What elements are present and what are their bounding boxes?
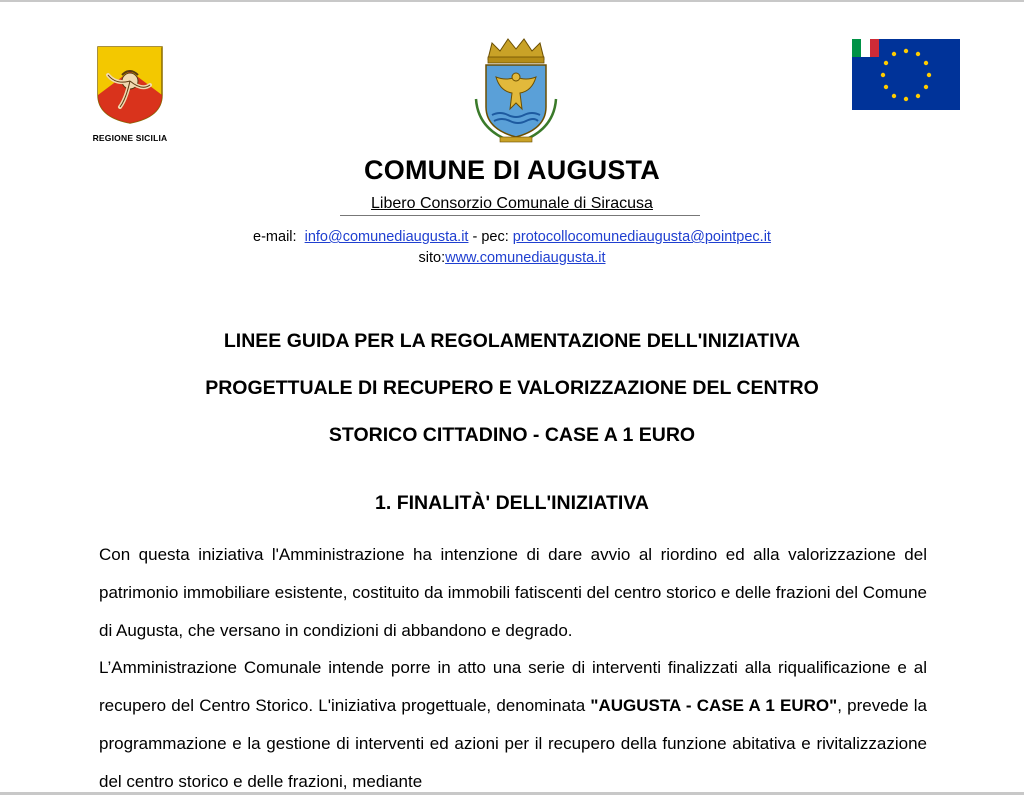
comune-title: COMUNE DI AUGUSTA (364, 155, 660, 185)
contact-email-line (0, 229, 1024, 245)
paragraph-text: , prevede la programmazione e la gestione di interventi ed azioni per il recupero della funzione abitativa e rivitalizzazione del centro storico e delle frazioni, mediante (99, 696, 928, 791)
pec-label: - pec: (472, 229, 509, 245)
page-top-border (0, 0, 1024, 2)
italy-eu-flags (852, 39, 960, 110)
site-link[interactable]: www.comunediaugusta.it (445, 250, 606, 266)
document-heading-line: LINEE GUIDA PER LA REGOLAMENTAZIONE DELL'INIZIATIVA (223, 330, 801, 352)
regione-sicilia-logo (96, 45, 164, 125)
paragraph-text: L’Amministrazione Comunale intende porre in atto una serie di interventi finalizzati alla riqualificazione e al recupero del Centro Storico. L'iniziativa progettuale, denominata (99, 658, 927, 716)
paragraph (99, 649, 927, 800)
header-divider (340, 215, 700, 216)
document-heading-line: STORICO CITTADINO - CASE A 1 EURO (328, 424, 696, 446)
document-heading (0, 318, 1024, 459)
comune-subtitle-text: Libero Consorzio Comunale di Siracusa (371, 195, 653, 212)
pec-link[interactable]: protocollocomunediaugusta@pointpec.it (512, 229, 771, 245)
email-link[interactable]: info@comunediaugusta.it (304, 229, 469, 245)
document-body (99, 536, 927, 801)
site-label: sito: (418, 250, 446, 266)
document-heading-line: PROGETTUALE DI RECUPERO E VALORIZZAZIONE DEL CENTRO (205, 377, 819, 399)
comune-subtitle (0, 195, 1024, 213)
email-label: e-mail: (253, 229, 297, 245)
paragraph: Con questa iniziativa l'Amministrazione ha intenzione di dare avvio al riordino ed alla valorizzazione del patrimonio immobiliare esistente, costituito da immobili fatiscenti del centro storico e delle frazioni del Comune di Augusta, che versano in condizioni di abbandono e degrado. (99, 545, 927, 640)
section-title: 1. FINALITÀ' DELL'INIZIATIVA (375, 492, 649, 514)
contact-site-line (0, 250, 1024, 266)
comune-augusta-coat-of-arms (470, 37, 562, 145)
regione-sicilia-caption: REGIONE SICILIA (92, 133, 168, 143)
initiative-name: "AUGUSTA - CASE A 1 EURO" (590, 696, 838, 716)
